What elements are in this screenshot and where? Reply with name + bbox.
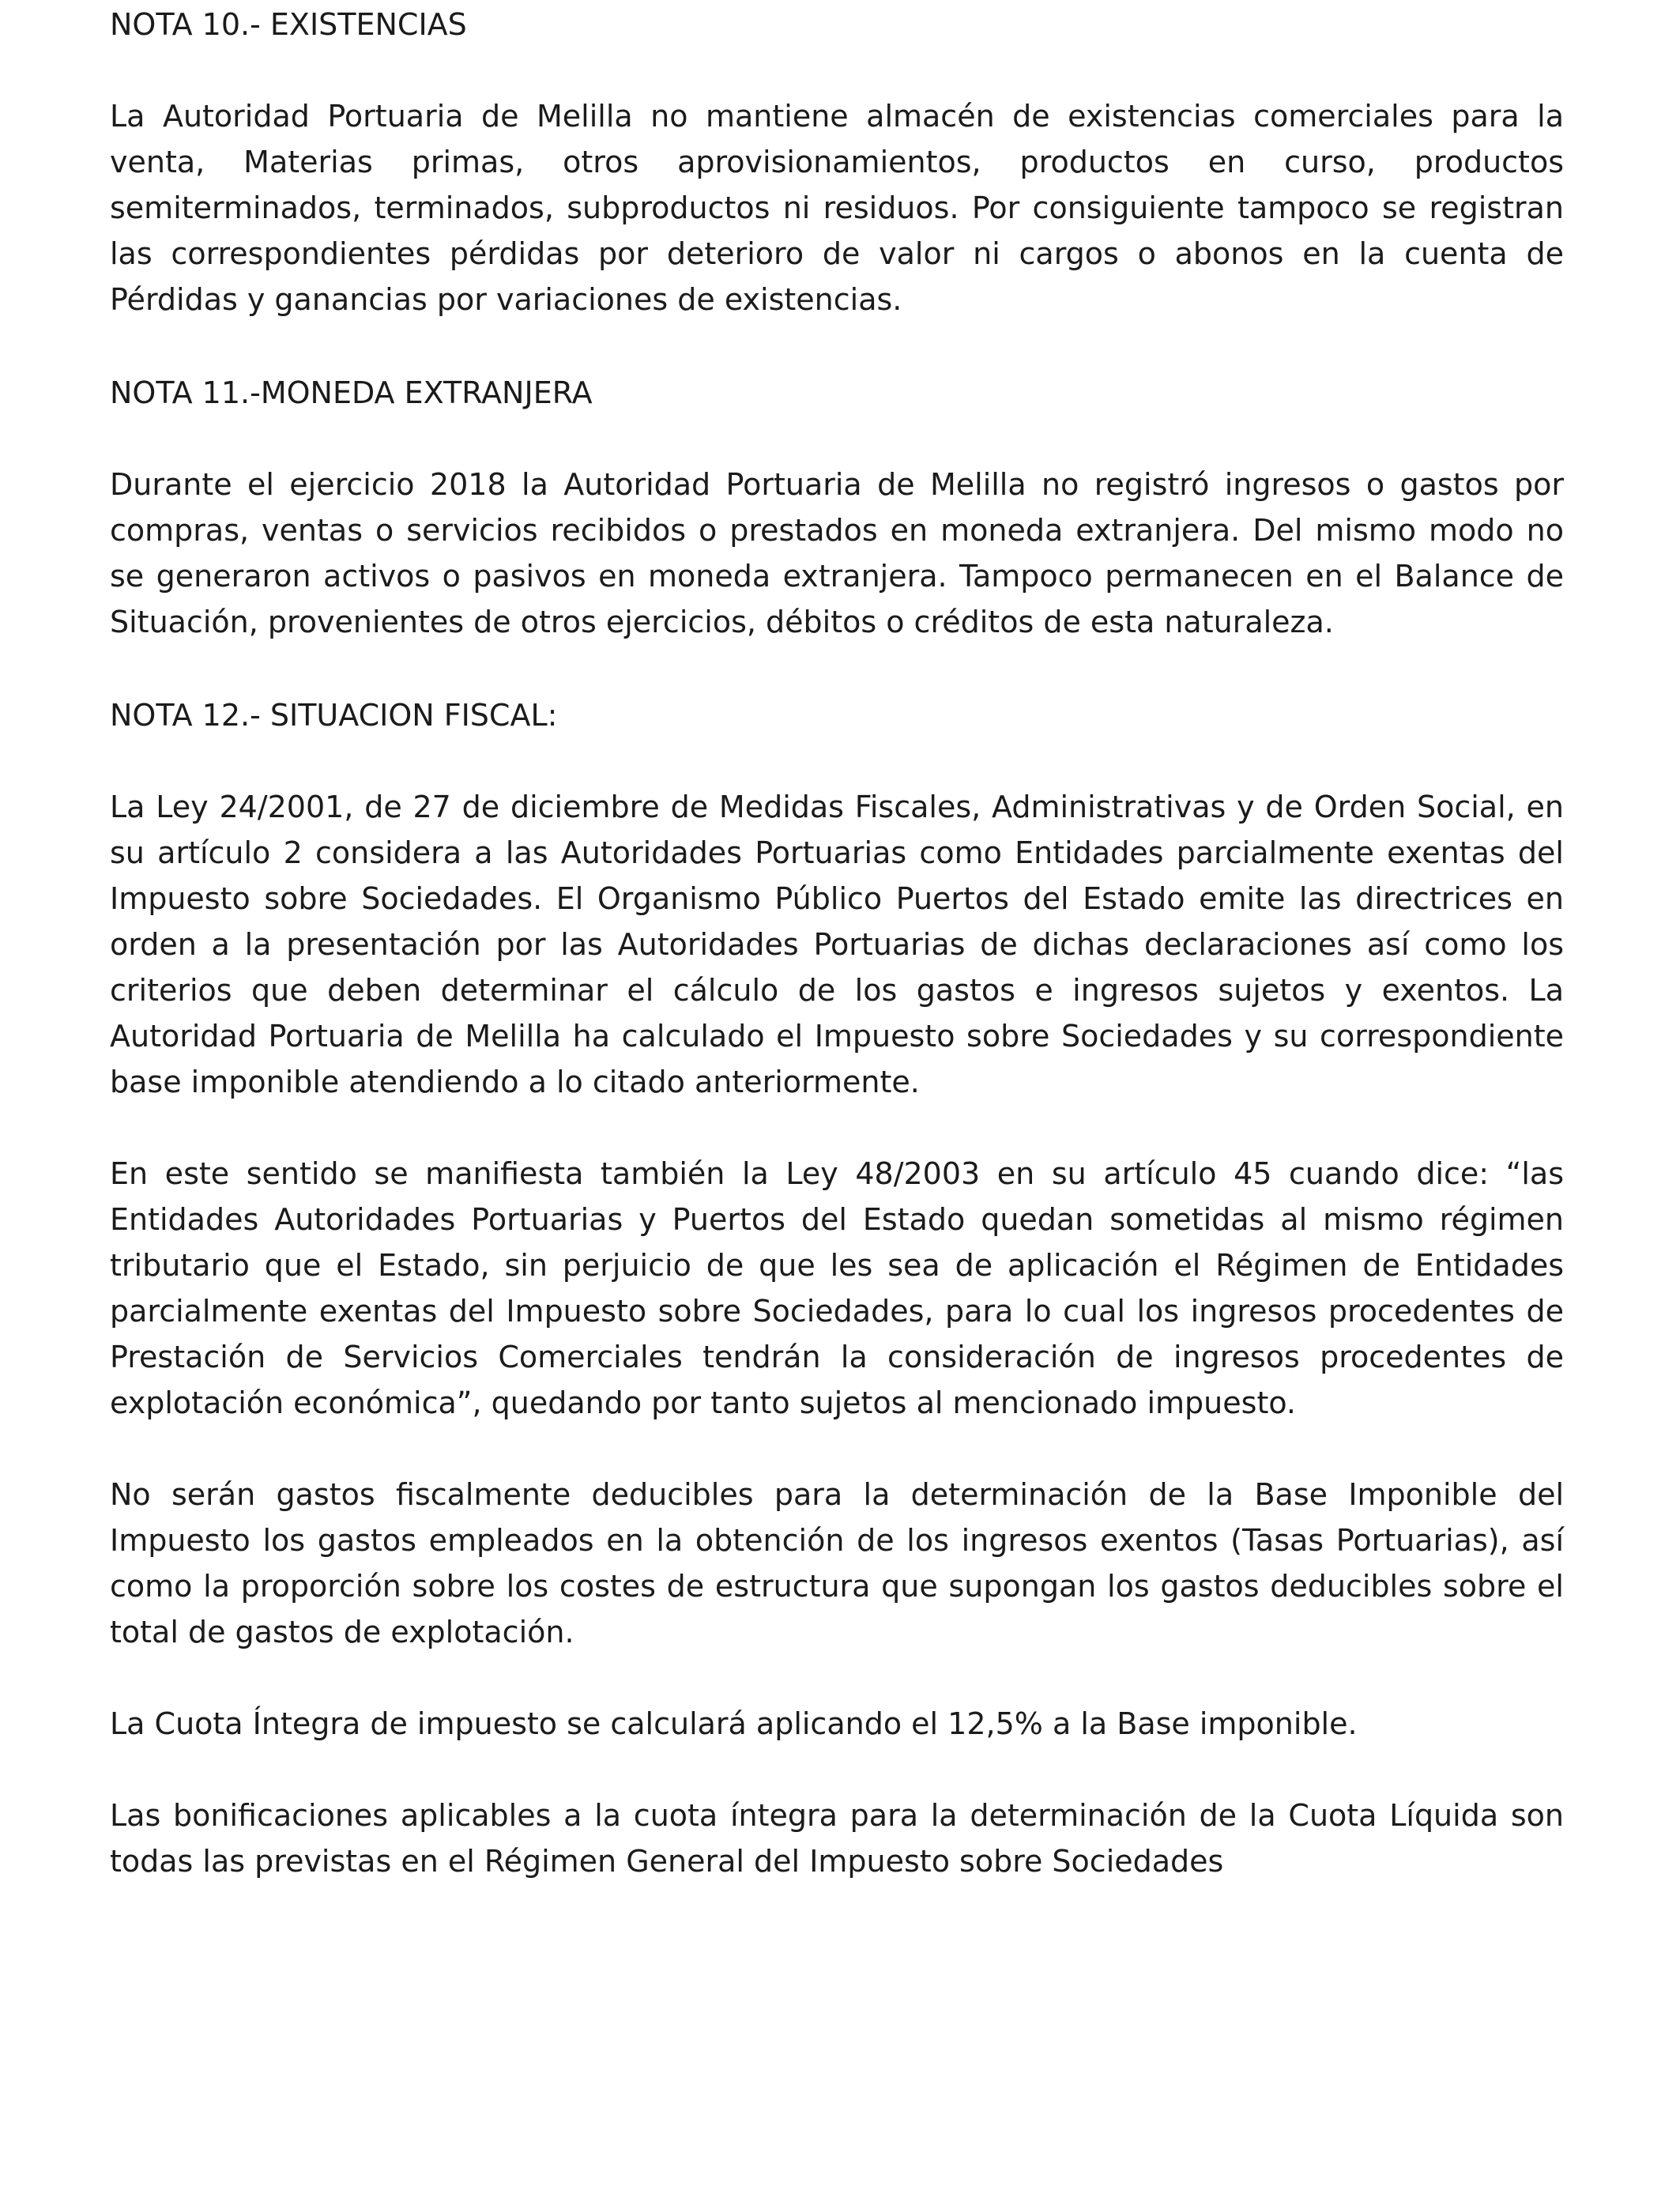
document-page — [110, 0, 1564, 1930]
paragraph-gastos-deducibles: No serán gastos fiscalmente deducibles para la determinación de la Base Imponible del Impuesto los gastos empleados en la obtención de los ingresos exentos (Tasas Portuarias), así como la proporción sobre los costes de estructura que supongan los gastos deducibles sobre el total de gastos de explotación. — [110, 1477, 1564, 1649]
paragraph-bonificaciones: Las bonificaciones aplicables a la cuota íntegra para la determinación de la Cuota Líquida son todas las previstas en el Régimen General del Impuesto sobre Sociedades — [110, 1798, 1564, 1879]
paragraph-ley-48-2003: En este sentido se manifiesta también la Ley 48/2003 en su artículo 45 cuando dice: “las Entidades Autoridades Portuarias y Puertos del Estado quedan sometidas al mismo régimen tributario que el Estado, sin perjuicio de que les sea de aplicación el Régimen de Entidades parcialmente exentas del Impuesto sobre Sociedades, para lo cual los ingresos procedentes de Prestación de Servicios Comerciales tendrán la consideración de ingresos procedentes de explotación económica”, quedando por tanto sujetos al mencionado impuesto. — [110, 1156, 1564, 1420]
paragraph-existencias: La Autoridad Portuaria de Melilla no mantiene almacén de existencias comerciales para la venta, Materias primas, otros aprovisionamientos, productos en curso, productos semiterminados, terminados, subproductos ni residuos. Por consiguiente tampoco se registran las correspondientes pérdidas por deterioro de valor ni cargos o abonos en la cuenta de Pérdidas y ganancias por variaciones de existencias. — [110, 99, 1564, 317]
section-heading-nota-11: NOTA 11.-MONEDA EXTRANJERA — [110, 375, 593, 410]
paragraph-cuota-integra: La Cuota Íntegra de impuesto se calculará aplicando el 12,5% a la Base imponible. — [110, 1706, 1358, 1741]
section-heading-nota-10: NOTA 10.- EXISTENCIAS — [110, 7, 467, 42]
section-heading-nota-12: NOTA 12.- SITUACION FISCAL: — [110, 698, 558, 733]
paragraph-moneda-extranjera: Durante el ejercicio 2018 la Autoridad Portuaria de Melilla no registró ingresos o gastos por compras, ventas o servicios recibidos o prestados en moneda extranjera. Del mismo modo no se generaron activos o pasivos en moneda extranjera. Tampoco permanecen en el Balance de Situación, provenientes de otros ejercicios, débitos o créditos de esta naturaleza. — [110, 467, 1564, 639]
paragraph-ley-24-2001: La Ley 24/2001, de 27 de diciembre de Medidas Fiscales, Administrativas y de Orden Social, en su artículo 2 considera a las Autoridades Portuarias como Entidades parcialmente exentas del Impuesto sobre Sociedades. El Organismo Público Puertos del Estado emite las directrices en orden a la presentación por las Autoridades Portuarias de dichas declaraciones así como los criterios que deben determinar el cálculo de los gastos e ingresos sujetos y exentos. La Autoridad Portuaria de Melilla ha calculado el Impuesto sobre Sociedades y su correspondiente base imponible atendiendo a lo citado anteriormente. — [110, 790, 1564, 1099]
